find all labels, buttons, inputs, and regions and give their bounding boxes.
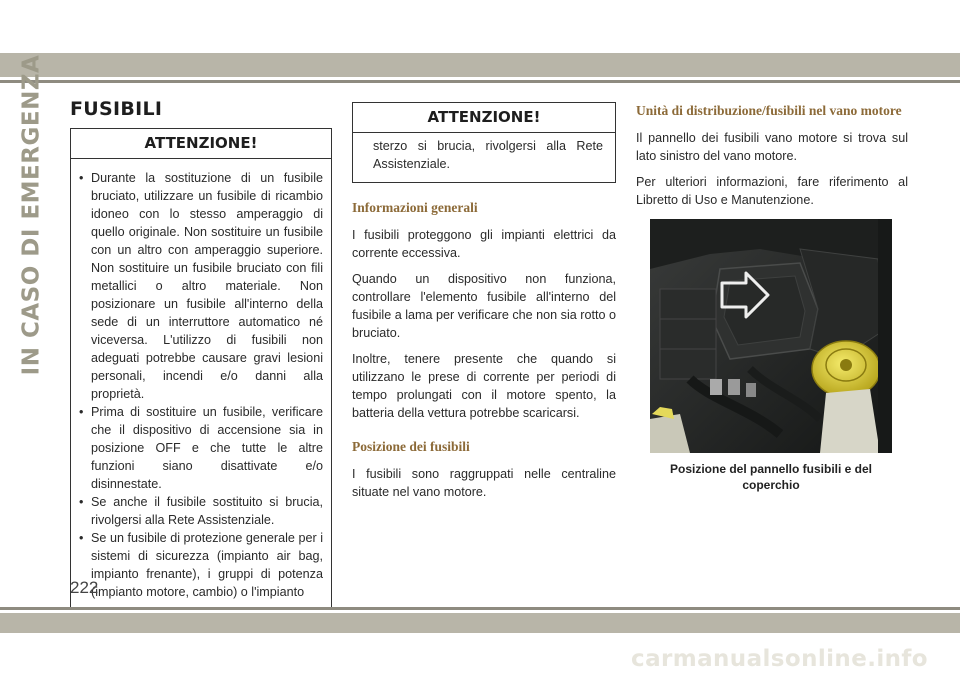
side-label-text: IN CASO DI EMERGENZA bbox=[18, 54, 44, 376]
warning-item: • Prima di sostituire un fusibile, verificare che il dispositivo di accensione sia in posizione OFF e che tutte le altre funzioni siano disattivate e/o disinnestate. bbox=[79, 403, 323, 493]
warning-heading: ATTENZIONE! bbox=[353, 103, 615, 133]
header-rule bbox=[0, 80, 960, 83]
paragraph: I fusibili sono raggruppati nelle centraline situate nel vano motore. bbox=[352, 467, 616, 499]
warning-item: • Se anche il fusibile sostituito si brucia, rivolgersi alla Rete Assistenziale. bbox=[79, 493, 323, 529]
footer-rule bbox=[0, 607, 960, 610]
warning-list bbox=[71, 159, 331, 609]
figure-caption: Posizione del pannello fusibili e del coperchio bbox=[669, 462, 873, 492]
page-title: FUSIBILI bbox=[70, 98, 163, 120]
header-band bbox=[0, 53, 960, 77]
top-margin bbox=[0, 0, 960, 53]
warning-box-continued bbox=[352, 102, 616, 183]
column-3 bbox=[636, 100, 908, 493]
footer-band bbox=[0, 613, 960, 633]
paragraph: Inoltre, tenere presente che quando si utilizzano le prese di corrente per periodi di tempo prolungati con il motore spento, la batteria della vettura potrebbe scaricarsi. bbox=[352, 352, 616, 420]
paragraph: Il pannello dei fusibili vano motore si trova sul lato sinistro del vano motore. bbox=[636, 131, 908, 163]
engine-bay-photo bbox=[650, 219, 892, 453]
paragraph: Per ulteriori informazioni, fare riferimento al Libretto di Uso e Manutenzione. bbox=[636, 175, 908, 207]
warning-item: • Se un fusibile di protezione generale per i sistemi di sicurezza (impianto air bag, impianto frenante), i gruppi di potenza (impianto motore, cambio) o l'impianto bbox=[79, 529, 323, 601]
warning-continuation: sterzo si brucia, rivolgersi alla Rete Assistenziale. bbox=[373, 139, 603, 171]
page-number: 222 bbox=[70, 578, 99, 597]
column-1 bbox=[70, 98, 332, 610]
paragraph: Quando un dispositivo non funziona, controllare l'elemento fusibile all'interno del fusibile a lama per verificare che non sia rotto o bruciato. bbox=[352, 272, 616, 340]
paragraph: I fusibili proteggono gli impianti elettrici da corrente eccessiva. bbox=[352, 228, 616, 260]
section-heading: Informazioni generali bbox=[352, 200, 478, 215]
watermark: carmanualsonline.info bbox=[631, 646, 928, 672]
warning-box bbox=[70, 128, 332, 610]
warning-item: • Durante la sostituzione di un fusibile bruciato, utilizzare un fusibile di ricambio idoneo con lo stesso amperaggio di quello originale. Non sostituire un fusibile con un altro con amperaggio superiore. Non sostituire un fusibile bruciato con fili metallici o altro materiale. Non posizionare un fusibile all'interno della sede di un interruttore automatico né viceversa. L'utilizzo di fusibili non adeguati potrebbe causare gravi lesioni personali, incendi e/o danni alla proprietà. bbox=[79, 169, 323, 403]
section-heading: Unità di distribuzione/fusibili nel vano motore bbox=[636, 103, 902, 118]
engine-bay-illustration bbox=[650, 219, 892, 453]
section-heading: Posizione dei fusibili bbox=[352, 439, 470, 454]
section-side-label bbox=[8, 54, 54, 376]
column-2 bbox=[352, 102, 616, 509]
warning-heading: ATTENZIONE! bbox=[71, 129, 331, 159]
